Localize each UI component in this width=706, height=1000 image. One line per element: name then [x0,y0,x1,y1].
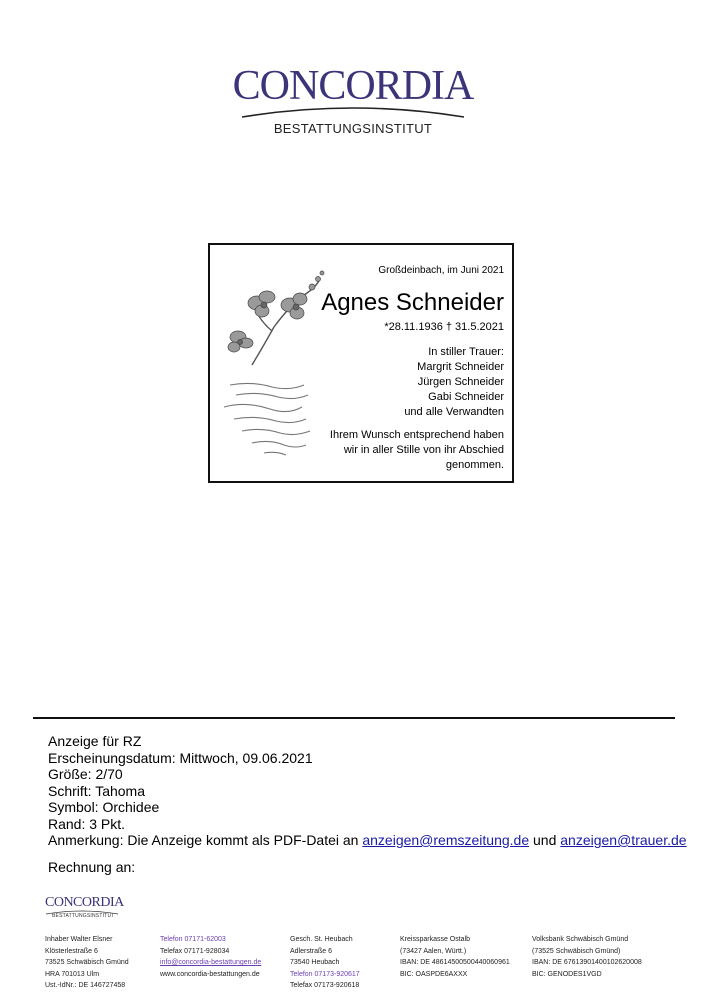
footer-text: BIC: GENODES1VGD [532,970,602,978]
mourners-line: In stiller Trauer: [428,346,504,358]
billing-label: Rechnung an: [48,859,136,875]
life-dates: *28.11.1936 † 31.5.2021 [384,321,504,333]
size-line: Größe: 2/70 [48,766,123,782]
footer-text: BIC: OASPDE6AXXX [400,970,468,978]
email-link-remszeitung[interactable]: anzeigen@remszeitung.de [362,832,530,848]
footer-text: Ust.-IdNr.: DE 146727458 [45,982,126,989]
order-details [48,733,687,849]
footer-text: IBAN: DE 48614500500440060961 [400,959,510,966]
email-link-trauer[interactable]: anzeigen@trauer.de [560,832,687,848]
ad-for-line: Anzeige für RZ [48,733,142,749]
mourners-line: Jürgen Schneider [417,376,504,388]
logo-swoosh-icon [240,103,466,119]
mourners-line: Gabi Schneider [428,391,504,403]
remark-line [48,832,687,849]
concordia-logo-wordmark: CONCORDIA [232,63,474,109]
footer-text: Adlerstraße 6 [290,947,333,955]
farewell-line: genommen. [445,459,504,471]
footer-text: Kreissparkasse Ostalb [400,936,471,943]
notice-place-date: Großdeinbach, im Juni 2021 [378,265,504,276]
farewell-text [330,428,504,473]
footer-text: (73427 Aalen, Württ.) [400,947,467,955]
footer-owner-column [45,934,129,992]
section-divider [33,717,675,719]
footer-branch-phone: Telefon 07173-920617 [290,970,360,978]
mourners-list [404,345,504,420]
death-notice [208,243,514,483]
footer-text: (73525 Schwäbisch Gmünd) [532,947,621,955]
logo-subtitle: BESTATTUNGSINSTITUT [273,121,433,136]
footer-text: Klösterlestraße 6 [45,947,98,955]
remark-text: Anmerkung: Die Anzeige kommt als PDF-Datei an [48,832,363,848]
border-line: Rand: 3 Pkt. [48,815,126,832]
footer-text: 73540 Heubach [290,959,340,966]
footer-branch-column [290,934,360,992]
orchid-icon [212,265,336,465]
font-line: Schrift: Tahoma [48,782,146,799]
footer-text: Inhaber Walter Elsner [45,936,113,943]
footer-text: 73525 Schwäbisch Gmünd [45,959,129,966]
footer-text: Volksbank Schwäbisch Gmünd [532,936,629,943]
mourners-line: und alle Verwandten [404,406,504,418]
footer-branch-fax: Telefax 07173-920618 [290,982,360,989]
farewell-line: wir in aller Stille von ihr Abschied [343,444,504,456]
farewell-line: Ihrem Wunsch entsprechend haben [329,429,504,441]
footer-text: IBAN: DE 67613901400102620008 [532,959,642,966]
footer-bank2-column [532,934,642,980]
publication-date-line: Erscheinungsdatum: Mittwoch, 09.06.2021 [48,749,313,766]
footer-text: Gesch. St. Heubach [290,936,353,943]
footer-email-link[interactable]: info@concordia-bestattungen.de [160,959,262,966]
footer-text: HRA 701013 Ulm [45,970,100,978]
footer-logo-wordmark: CONCORDIA [45,895,124,910]
footer-contact-column [160,934,261,980]
footer-phone: Telefon 07171-62003 [160,936,226,943]
footer-logo-subtitle: BESTATTUNGSINSTITUT [52,913,115,919]
footer-bank1-column [400,934,510,980]
mourners-line: Margrit Schneider [417,361,504,373]
symbol-line: Symbol: Orchidee [48,799,160,815]
deceased-name: Agnes Schneider [321,289,504,316]
footer-fax: Telefax 07171-928034 [160,947,230,955]
remark-conjunction: und [529,832,561,848]
footer-website: www.concordia-bestattungen.de [160,970,260,978]
